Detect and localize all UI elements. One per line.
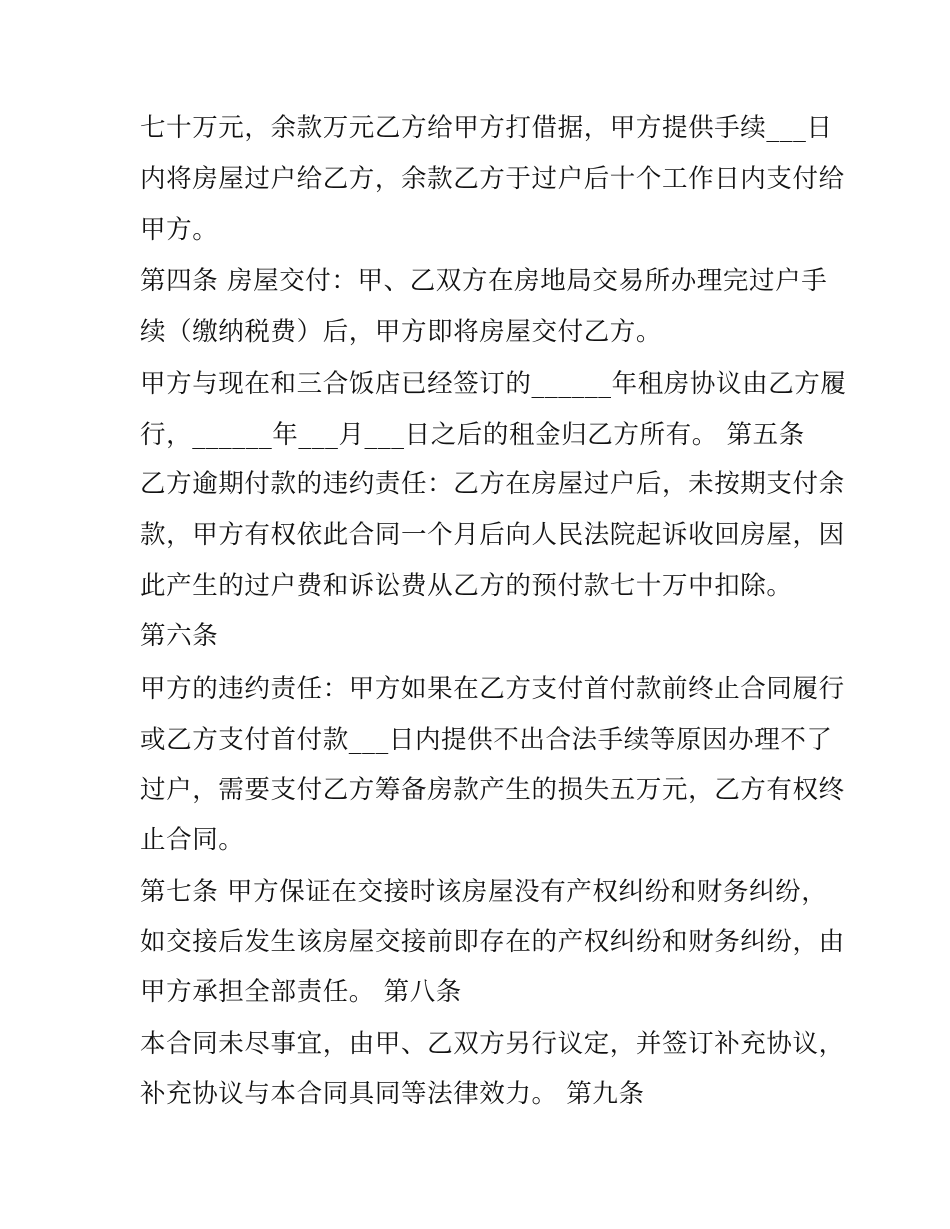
text-line: 或乙方支付首付款___日内提供不出合法手续等原因办理不了 <box>140 725 833 755</box>
text-line: 补充协议与本合同具同等法律效力。 第九条 <box>140 1079 645 1109</box>
text-line: 此产生的过户费和诉讼费从乙方的预付款七十万中扣除。 <box>140 571 793 601</box>
text-line: 七十万元，余款万元乙方给甲方打借据，甲方提供手续___日 <box>140 113 833 143</box>
text-line: 止合同。 <box>140 825 245 855</box>
text-line: 内将房屋过户给乙方，余款乙方于过户后十个工作日内支付给 <box>140 164 845 194</box>
text-line: 续（缴纳税费）后，甲方即将房屋交付乙方。 <box>140 317 663 347</box>
text-line: 行，______年___月___日之后的租金归乙方所有。 第五条 <box>140 420 805 450</box>
text-line: 款，甲方有权依此合同一个月后向人民法院起诉收回房屋，因 <box>140 520 845 550</box>
text-line: 过户，需要支付乙方筹备房款产生的损失五万元，乙方有权终 <box>140 775 845 805</box>
text-line: 乙方逾期付款的违约责任：乙方在房屋过户后，未按期支付余 <box>140 469 845 499</box>
text-line: 甲方。 <box>140 215 219 245</box>
text-line: 如交接后发生该房屋交接前即存在的产权纠纷和财务纠纷，由 <box>140 927 845 957</box>
text-line: 甲方承担全部责任。 第八条 <box>140 977 462 1007</box>
text-line: 第七条 甲方保证在交接时该房屋没有产权纠纷和财务纠纷， <box>140 877 828 907</box>
text-line: 第六条 <box>140 621 219 651</box>
text-line: 甲方与现在和三合饭店已经签订的______年租房协议由乙方履 <box>140 369 847 399</box>
text-line: 本合同未尽事宜，由甲、乙双方另行议定，并签订补充协议， <box>140 1029 845 1059</box>
text-line: 第四条 房屋交付：甲、乙双方在房地局交易所办理完过户手 <box>140 266 828 296</box>
text-line: 甲方的违约责任：甲方如果在乙方支付首付款前终止合同履行 <box>140 674 845 704</box>
